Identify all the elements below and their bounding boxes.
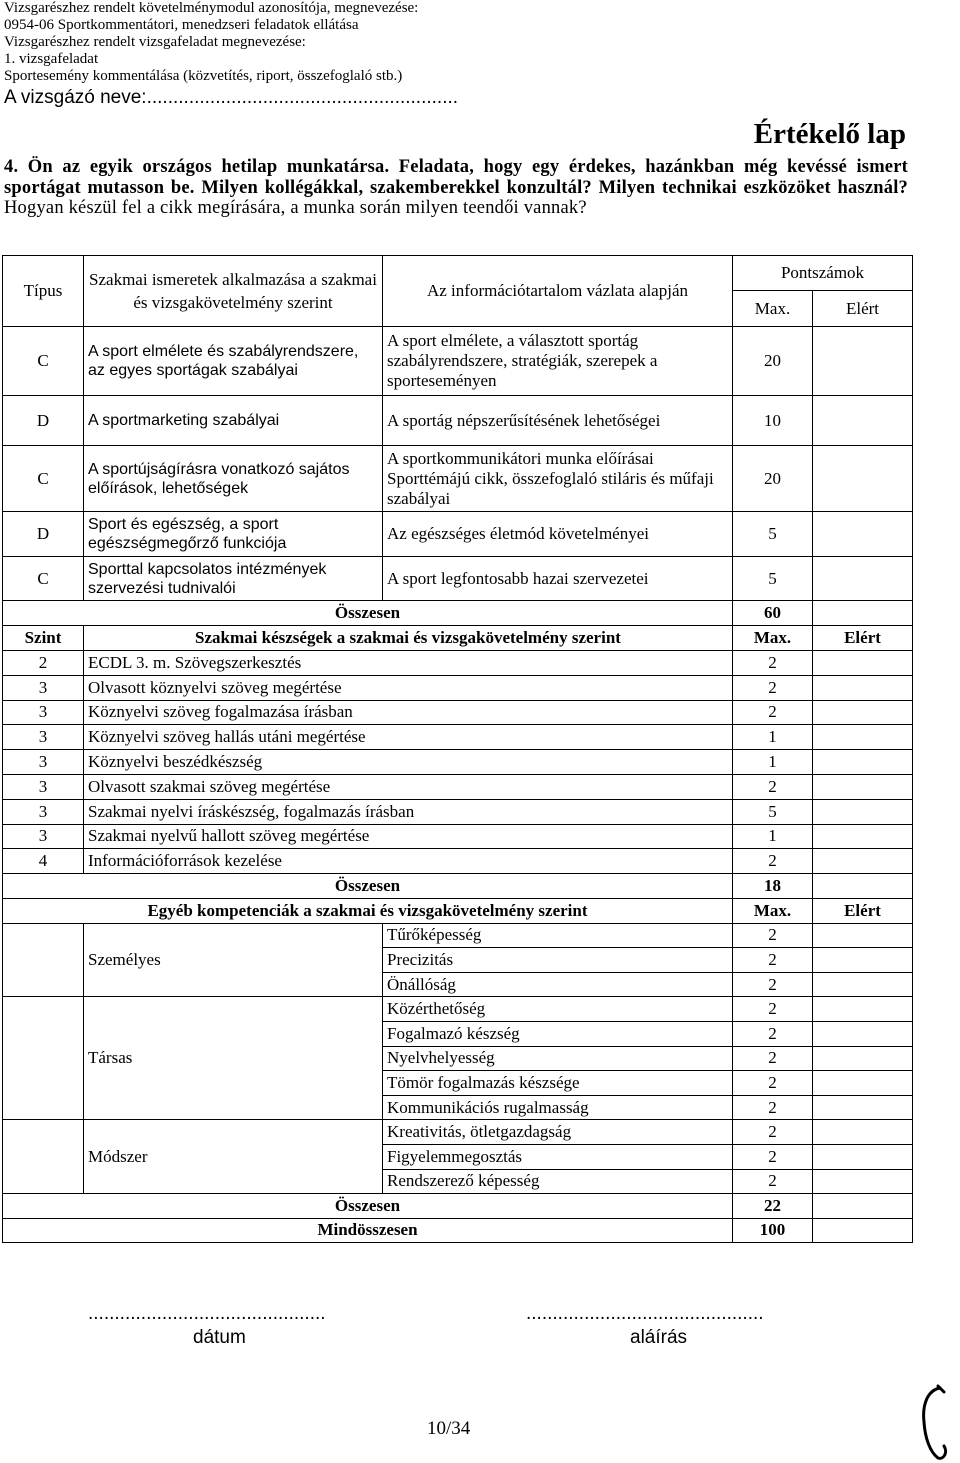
col-max-header: Max. bbox=[733, 291, 813, 327]
col-achieved-header: Elért bbox=[813, 291, 913, 327]
skill-cell: Olvasott szakmai szöveg megértése bbox=[84, 774, 733, 799]
max-points-cell: 5 bbox=[733, 557, 813, 601]
competency-item-cell: Figyelemmegosztás bbox=[383, 1145, 733, 1170]
competency-group-label: Társas bbox=[84, 997, 383, 1120]
achieved-points-cell[interactable] bbox=[813, 327, 913, 396]
max-points-cell: 5 bbox=[733, 512, 813, 557]
knowledge-total-max: 60 bbox=[733, 601, 813, 626]
skill-achieved-cell[interactable] bbox=[813, 774, 913, 799]
competency-item-cell: Tűrőképesség bbox=[383, 923, 733, 948]
competency-max-cell: 2 bbox=[733, 1169, 813, 1194]
skill-cell: ECDL 3. m. Szövegszerkesztés bbox=[84, 651, 733, 676]
competency-item-cell: Nyelvhelyesség bbox=[383, 1046, 733, 1071]
grand-total-label: Mindösszesen bbox=[3, 1218, 733, 1243]
table-row bbox=[3, 750, 913, 775]
task-description bbox=[4, 157, 908, 219]
competency-spacer-cell bbox=[3, 997, 84, 1120]
competency-max-cell: 2 bbox=[733, 1095, 813, 1120]
knowledge-cell: A sportmarketing szabályai bbox=[84, 396, 383, 446]
info-cell: A sportkommunikátori munka előírásai Sporttémájú cikk, összefoglaló stiláris és műfaji szabályai bbox=[383, 446, 733, 512]
task-number: 1. vizsgafeladat bbox=[4, 51, 99, 67]
page-number: 10/34 bbox=[427, 1418, 471, 1439]
achieved-points-cell[interactable] bbox=[813, 396, 913, 446]
competency-group-label: Módszer bbox=[84, 1120, 383, 1194]
table-row bbox=[3, 675, 913, 700]
table-row bbox=[3, 1120, 913, 1145]
achieved-points-cell[interactable] bbox=[813, 512, 913, 557]
competency-group-label: Személyes bbox=[84, 923, 383, 997]
info-cell: Az egészséges életmód követelményei bbox=[383, 512, 733, 557]
skills-col-achieved-header: Elért bbox=[813, 626, 913, 651]
table-row bbox=[3, 626, 913, 651]
skill-cell: Információforrások kezelése bbox=[84, 849, 733, 874]
skill-max-cell: 2 bbox=[733, 700, 813, 725]
skill-max-cell: 1 bbox=[733, 824, 813, 849]
other-total-achieved[interactable] bbox=[813, 1194, 913, 1219]
col-type-header: Típus bbox=[3, 256, 84, 327]
competency-max-cell: 2 bbox=[733, 1120, 813, 1145]
competency-achieved-cell[interactable] bbox=[813, 1145, 913, 1170]
table-row bbox=[3, 799, 913, 824]
knowledge-total-label: Összesen bbox=[3, 601, 733, 626]
skill-max-cell: 1 bbox=[733, 725, 813, 750]
table-row bbox=[3, 774, 913, 799]
skill-level-cell: 3 bbox=[3, 750, 84, 775]
task-name: Sportesemény kommentálása (közvetítés, riport, összefoglaló stb.) bbox=[4, 68, 403, 84]
skill-cell: Olvasott köznyelvi szöveg megértése bbox=[84, 675, 733, 700]
table-row bbox=[3, 327, 913, 396]
grand-total-achieved[interactable] bbox=[813, 1218, 913, 1243]
signature-line[interactable]: ............................................. bbox=[526, 1303, 764, 1324]
competency-achieved-cell[interactable] bbox=[813, 972, 913, 997]
other-total-label: Összesen bbox=[3, 1194, 733, 1219]
skill-achieved-cell[interactable] bbox=[813, 799, 913, 824]
skill-achieved-cell[interactable] bbox=[813, 849, 913, 874]
knowledge-total-achieved[interactable] bbox=[813, 601, 913, 626]
other-col-max-header: Max. bbox=[733, 899, 813, 924]
competency-max-cell: 2 bbox=[733, 923, 813, 948]
competency-achieved-cell[interactable] bbox=[813, 1022, 913, 1047]
max-points-cell: 10 bbox=[733, 396, 813, 446]
date-line[interactable]: ............................................. bbox=[88, 1303, 326, 1324]
knowledge-cell: A sportújságírásra vonatkozó sajátos előírások, lehetőségek bbox=[84, 446, 383, 512]
competency-item-cell: Rendszerező képesség bbox=[383, 1169, 733, 1194]
knowledge-cell: Sporttal kapcsolatos intézmények szervezési tudnivalói bbox=[84, 557, 383, 601]
module-label: Vizsgarészhez rendelt követelménymodul azonosítója, megnevezése: bbox=[4, 0, 419, 16]
competency-achieved-cell[interactable] bbox=[813, 1169, 913, 1194]
skills-total-label: Összesen bbox=[3, 874, 733, 899]
knowledge-type-cell: C bbox=[3, 327, 84, 396]
skill-level-cell: 3 bbox=[3, 725, 84, 750]
table-row bbox=[3, 396, 913, 446]
skill-achieved-cell[interactable] bbox=[813, 725, 913, 750]
knowledge-type-cell: D bbox=[3, 396, 84, 446]
skill-achieved-cell[interactable] bbox=[813, 675, 913, 700]
info-cell: A sportág népszerűsítésének lehetőségei bbox=[383, 396, 733, 446]
table-row bbox=[3, 256, 913, 291]
skill-max-cell: 2 bbox=[733, 651, 813, 676]
knowledge-type-cell: C bbox=[3, 446, 84, 512]
table-row bbox=[3, 725, 913, 750]
skill-achieved-cell[interactable] bbox=[813, 700, 913, 725]
skills-total-achieved[interactable] bbox=[813, 874, 913, 899]
col-skill-header: Szakmai készségek a szakmai és vizsgakövetelmény szerint bbox=[84, 626, 733, 651]
table-row bbox=[3, 1218, 913, 1243]
competency-item-cell: Fogalmazó készség bbox=[383, 1022, 733, 1047]
handwritten-mark-icon bbox=[918, 1382, 952, 1462]
competency-max-cell: 2 bbox=[733, 1071, 813, 1096]
skill-cell: Szakmai nyelvű hallott szöveg megértése bbox=[84, 824, 733, 849]
task-description-rest: Hogyan készül fel a cikk megírására, a munka során milyen teendői vannak? bbox=[4, 198, 587, 218]
col-points-header: Pontszámok bbox=[733, 256, 913, 291]
table-row bbox=[3, 700, 913, 725]
skill-level-cell: 2 bbox=[3, 651, 84, 676]
competency-achieved-cell[interactable] bbox=[813, 1120, 913, 1145]
table-row bbox=[3, 923, 913, 948]
table-row bbox=[3, 997, 913, 1022]
competency-achieved-cell[interactable] bbox=[813, 1095, 913, 1120]
other-col-achieved-header: Elért bbox=[813, 899, 913, 924]
max-points-cell: 20 bbox=[733, 327, 813, 396]
competency-item-cell: Kreativitás, ötletgazdagság bbox=[383, 1120, 733, 1145]
col-level-header: Szint bbox=[3, 626, 84, 651]
skill-max-cell: 2 bbox=[733, 774, 813, 799]
examinee-name-field[interactable]: A vizsgázó neve:........................................................... bbox=[4, 87, 459, 108]
skill-cell: Köznyelvi beszédkészség bbox=[84, 750, 733, 775]
competency-max-cell: 2 bbox=[733, 1046, 813, 1071]
evaluation-table bbox=[2, 255, 913, 1243]
info-cell: A sport elmélete, a választott sportág szabályrendszere, stratégiák, szerepek a sporteseményen bbox=[383, 327, 733, 396]
competency-achieved-cell[interactable] bbox=[813, 1046, 913, 1071]
task-label: Vizsgarészhez rendelt vizsgafeladat megnevezése: bbox=[4, 34, 306, 50]
competency-max-cell: 2 bbox=[733, 1022, 813, 1047]
page-title: Értékelő lap bbox=[753, 118, 906, 150]
table-row bbox=[3, 824, 913, 849]
grand-total-max: 100 bbox=[733, 1218, 813, 1243]
table-row bbox=[3, 512, 913, 557]
skill-max-cell: 2 bbox=[733, 675, 813, 700]
date-label: dátum bbox=[193, 1327, 246, 1348]
skill-max-cell: 5 bbox=[733, 799, 813, 824]
competency-max-cell: 2 bbox=[733, 997, 813, 1022]
skill-cell: Köznyelvi szöveg fogalmazása írásban bbox=[84, 700, 733, 725]
achieved-points-cell[interactable] bbox=[813, 446, 913, 512]
table-row bbox=[3, 1194, 913, 1219]
other-header: Egyéb kompetenciák a szakmai és vizsgakövetelmény szerint bbox=[3, 899, 733, 924]
skill-achieved-cell[interactable] bbox=[813, 824, 913, 849]
skill-level-cell: 4 bbox=[3, 849, 84, 874]
competency-item-cell: Tömör fogalmazás készsége bbox=[383, 1071, 733, 1096]
info-cell: A sport legfontosabb hazai szervezetei bbox=[383, 557, 733, 601]
other-total-max: 22 bbox=[733, 1194, 813, 1219]
competency-max-cell: 2 bbox=[733, 972, 813, 997]
knowledge-cell: A sport elmélete és szabályrendszere, az egyes sportágak szabályai bbox=[84, 327, 383, 396]
competency-achieved-cell[interactable] bbox=[813, 1071, 913, 1096]
table-row bbox=[3, 899, 913, 924]
skill-cell: Köznyelvi szöveg hallás utáni megértése bbox=[84, 725, 733, 750]
knowledge-cell: Sport és egészség, a sport egészségmegőrző funkciója bbox=[84, 512, 383, 557]
table-row bbox=[3, 446, 913, 512]
skills-total-max: 18 bbox=[733, 874, 813, 899]
knowledge-type-cell: C bbox=[3, 557, 84, 601]
table-row bbox=[3, 874, 913, 899]
col-knowledge-header: Szakmai ismeretek alkalmazása a szakmai és vizsgakövetelmény szerint bbox=[84, 256, 383, 327]
skill-level-cell: 3 bbox=[3, 824, 84, 849]
competency-item-cell: Közérthetőség bbox=[383, 997, 733, 1022]
skill-level-cell: 3 bbox=[3, 799, 84, 824]
table-row bbox=[3, 601, 913, 626]
competency-max-cell: 2 bbox=[733, 1145, 813, 1170]
achieved-points-cell[interactable] bbox=[813, 557, 913, 601]
table-row bbox=[3, 651, 913, 676]
competency-item-cell: Precizitás bbox=[383, 948, 733, 973]
competency-item-cell: Önállóság bbox=[383, 972, 733, 997]
table-row bbox=[3, 849, 913, 874]
skill-cell: Szakmai nyelvi íráskészség, fogalmazás írásban bbox=[84, 799, 733, 824]
competency-achieved-cell[interactable] bbox=[813, 948, 913, 973]
col-info-header: Az információtartalom vázlata alapján bbox=[383, 256, 733, 327]
module-name: 0954-06 Sportkommentátori, menedzseri feladatok ellátása bbox=[4, 17, 359, 33]
skill-max-cell: 2 bbox=[733, 849, 813, 874]
signature-label: aláírás bbox=[630, 1327, 688, 1348]
skill-level-cell: 3 bbox=[3, 675, 84, 700]
skill-level-cell: 3 bbox=[3, 774, 84, 799]
max-points-cell: 20 bbox=[733, 446, 813, 512]
skill-max-cell: 1 bbox=[733, 750, 813, 775]
competency-item-cell: Kommunikációs rugalmasság bbox=[383, 1095, 733, 1120]
skill-achieved-cell[interactable] bbox=[813, 651, 913, 676]
competency-achieved-cell[interactable] bbox=[813, 923, 913, 948]
competency-spacer-cell bbox=[3, 1120, 84, 1194]
skills-col-max-header: Max. bbox=[733, 626, 813, 651]
competency-max-cell: 2 bbox=[733, 948, 813, 973]
knowledge-type-cell: D bbox=[3, 512, 84, 557]
skill-level-cell: 3 bbox=[3, 700, 84, 725]
competency-achieved-cell[interactable] bbox=[813, 997, 913, 1022]
competency-spacer-cell bbox=[3, 923, 84, 997]
skill-achieved-cell[interactable] bbox=[813, 750, 913, 775]
task-description-bold: 4. Ön az egyik országos hetilap munkatársa. Feladata, hogy egy érdekes, hazánkban még kevéssé ismert sportágat mutasson be. Milyen kollégákkal, szakemberekkel konzultál? Milyen technikai eszközöket használ? bbox=[4, 157, 908, 198]
table-row bbox=[3, 557, 913, 601]
